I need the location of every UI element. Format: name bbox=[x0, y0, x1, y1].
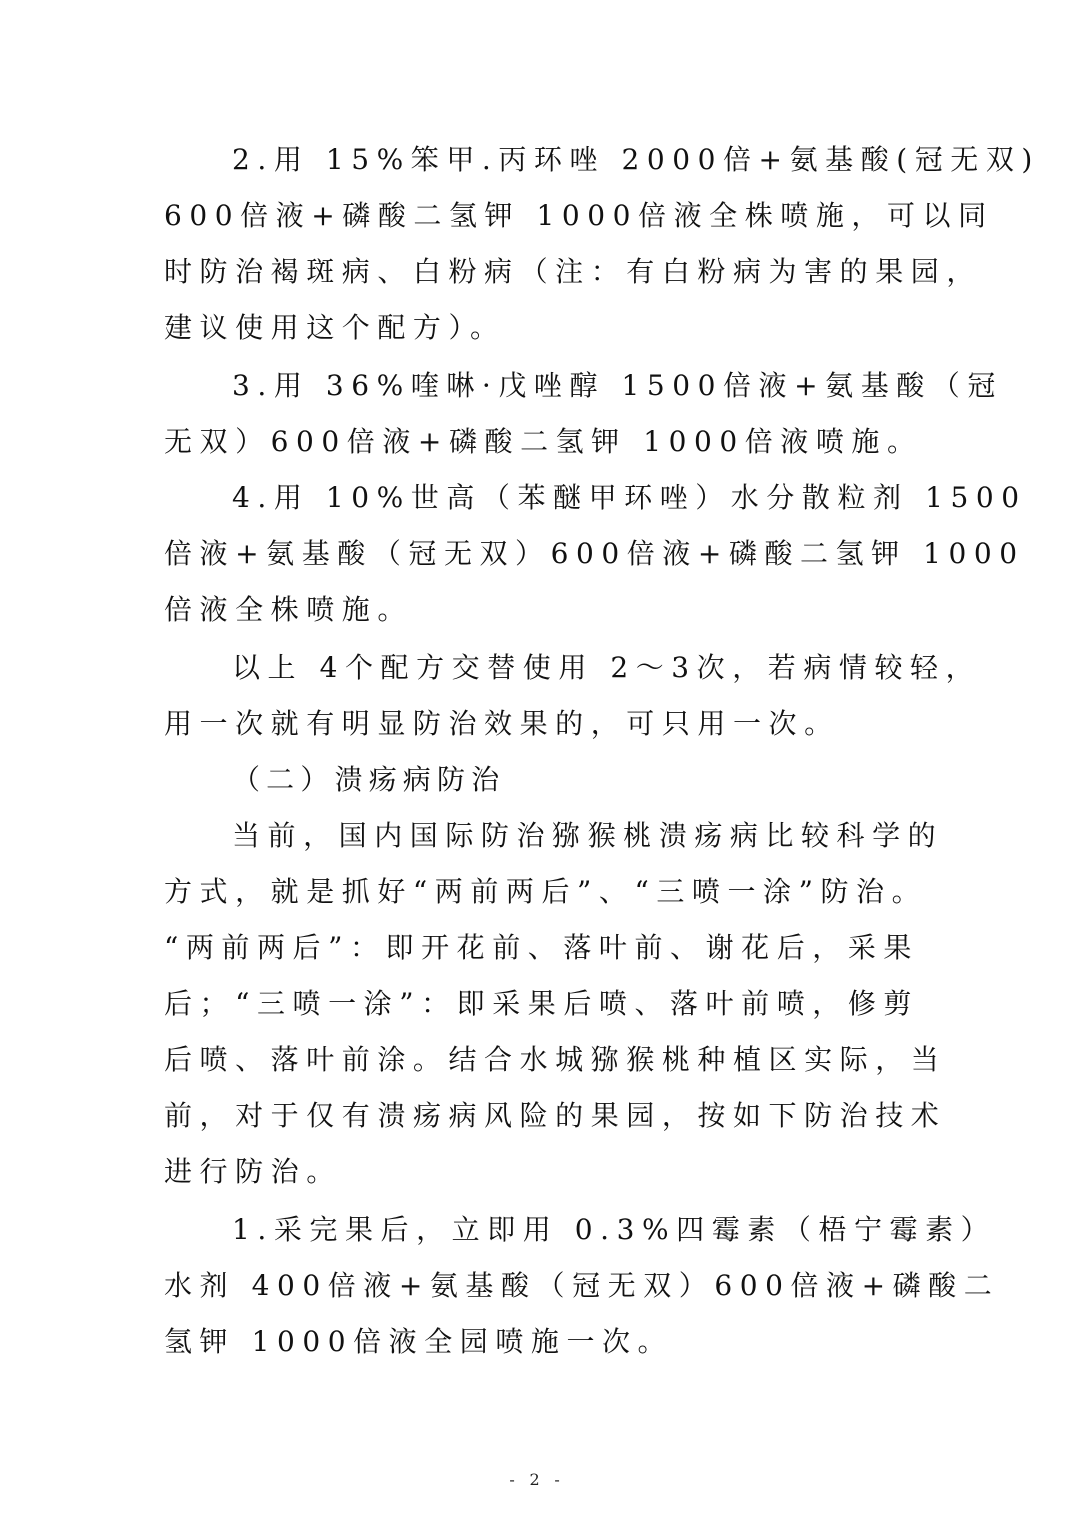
text-line: 倍液全株喷施。 bbox=[164, 593, 413, 626]
text-line: 时防治褐斑病、白粉病（注：有白粉病为害的果园， bbox=[164, 255, 982, 288]
text-line: 以上 4个配方交替使用 2～3次，若病情较轻， bbox=[232, 651, 982, 684]
text-line: 进行防治。 bbox=[164, 1155, 342, 1188]
text-line: 水剂 400倍液+氨基酸（冠无双）600倍液+磷酸二 bbox=[164, 1269, 1000, 1302]
text-line: 600倍液+磷酸二氢钾 1000倍液全株喷施，可以同 bbox=[164, 199, 994, 232]
text-line: 3.用 36%喹啉·戊唑醇 1500倍液+氨基酸（冠 bbox=[232, 369, 1003, 402]
text-line: 当前，国内国际防治猕猴桃溃疡病比较科学的 bbox=[232, 819, 944, 852]
text-line: 倍液+氨基酸（冠无双）600倍液+磷酸二氢钾 1000 bbox=[164, 537, 1025, 570]
text-line: 2.用 15%笨甲.丙环唑 2000倍+氨基酸(冠无双) bbox=[232, 143, 1040, 176]
text-line: 后喷、落叶前涂。结合水城猕猴桃种植区实际，当 bbox=[164, 1043, 947, 1076]
text-line: 方式，就是抓好“两前两后”、“三喷一涂”防治。 bbox=[164, 875, 928, 908]
text-line: “两前两后”：即开花前、落叶前、谢花后，采果 bbox=[164, 931, 919, 964]
text-line: 后；“三喷一涂”：即采果后喷、落叶前喷，修剪 bbox=[164, 987, 919, 1020]
text-line: 1.采完果后，立即用 0.3%四霉素（梧宁霉素） bbox=[232, 1213, 997, 1246]
page-number: - 2 - bbox=[509, 1470, 565, 1489]
text-line: 4.用 10%世高（苯醚甲环唑）水分散粒剂 1500 bbox=[232, 481, 1027, 514]
text-line: 氢钾 1000倍液全园喷施一次。 bbox=[164, 1325, 674, 1358]
section-heading: （二）溃疡病防治 bbox=[232, 763, 506, 796]
text-line: 用一次就有明显防治效果的，可只用一次。 bbox=[164, 707, 840, 740]
text-line: 无双）600倍液+磷酸二氢钾 1000倍液喷施。 bbox=[164, 425, 923, 458]
text-line: 前，对于仅有溃疡病风险的果园，按如下防治技术 bbox=[164, 1099, 947, 1132]
text-line: 建议使用这个配方）。 bbox=[164, 311, 506, 344]
